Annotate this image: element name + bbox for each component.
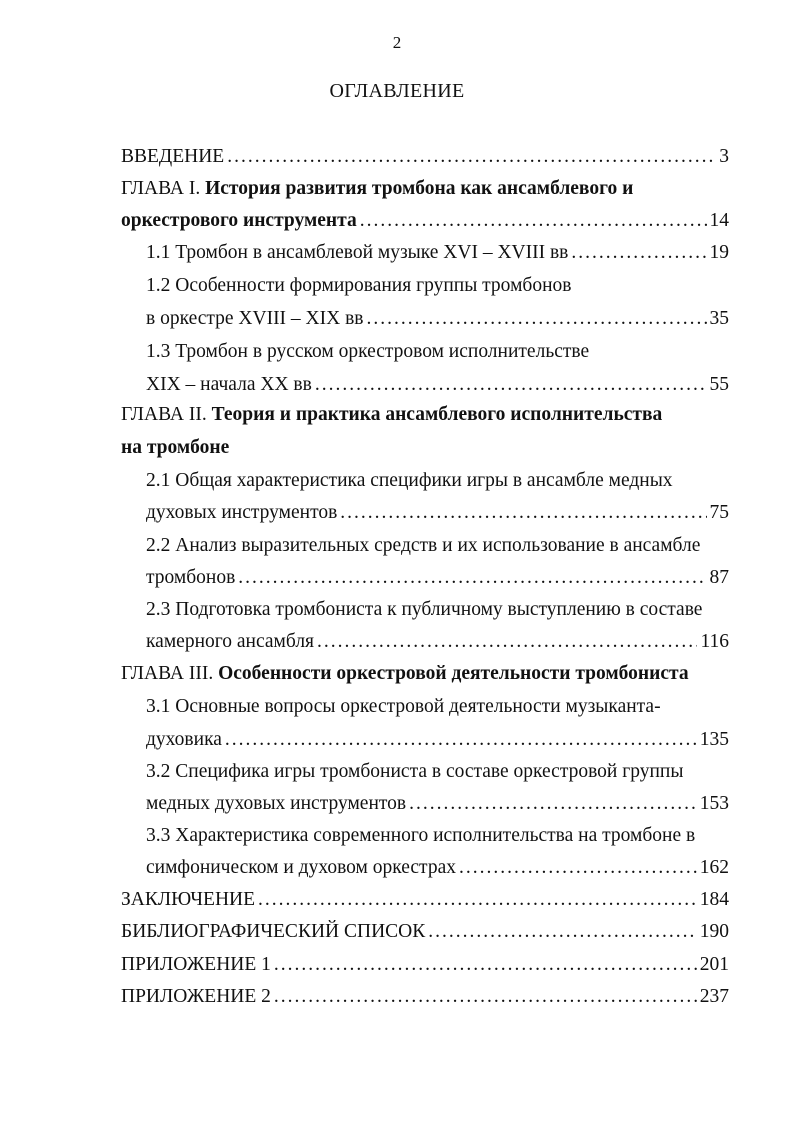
- toc-section-2-1-cont[interactable]: [146, 498, 729, 528]
- toc-entry-appendix-2[interactable]: [121, 982, 729, 1012]
- toc-section-3-1[interactable]: [146, 692, 729, 722]
- entry-page: 190: [699, 921, 729, 942]
- section-title: 3.2 Специфика игры тромбониста в составе оркестровой группы: [146, 761, 684, 782]
- entry-page: 35: [709, 308, 729, 329]
- chapter-title: История развития тромбона как ансамблевого и: [205, 178, 634, 199]
- toc-section-3-3[interactable]: [146, 821, 729, 851]
- dot-leader: [274, 950, 697, 980]
- toc-section-3-2-cont[interactable]: [146, 789, 729, 819]
- toc-section-3-2[interactable]: [146, 757, 729, 787]
- dot-leader: [225, 725, 697, 755]
- toc-heading: ОГЛАВЛЕНИЕ: [329, 80, 465, 102]
- entry-page: 162: [699, 857, 729, 878]
- dot-leader: [317, 627, 697, 657]
- toc-entry-intro[interactable]: [121, 142, 729, 172]
- section-title-cont: камерного ансамбля: [146, 631, 315, 652]
- toc-section-2-2[interactable]: [146, 531, 729, 561]
- chapter-prefix: ГЛАВА II.: [121, 404, 212, 425]
- section-title: 3.3 Характеристика современного исполнительства на тромбоне в: [146, 825, 696, 846]
- dot-leader: [459, 853, 697, 883]
- dot-leader: [258, 885, 697, 915]
- entry-page: 153: [699, 793, 729, 814]
- entry-title: БИБЛИОГРАФИЧЕСКИЙ СПИСОК: [121, 921, 426, 942]
- entry-title: ЗАКЛЮЧЕНИЕ: [121, 889, 256, 910]
- chapter-title-cont: оркестрового инструмента: [121, 210, 357, 231]
- toc-entry-bibliography[interactable]: [121, 917, 729, 947]
- dot-leader: [428, 917, 697, 947]
- toc-section-3-1-cont[interactable]: [146, 725, 729, 755]
- entry-page: 19: [709, 242, 729, 263]
- chapter-prefix: ГЛАВА I.: [121, 178, 206, 199]
- section-title-cont: духовика: [146, 729, 222, 750]
- dot-leader: [227, 142, 716, 172]
- section-title: 1.2 Особенности формирования группы тромбонов: [146, 275, 572, 296]
- chapter-title: Особенности оркестровой деятельности тромбониста: [218, 663, 689, 684]
- entry-page: 3: [719, 146, 729, 167]
- section-title: 1.1 Тромбон в ансамблевой музыке XVI – XVIII вв: [146, 242, 569, 263]
- entry-page: 14: [709, 210, 729, 231]
- section-title-cont: симфоническом и духовом оркестрах: [146, 857, 456, 878]
- entry-page: 184: [699, 889, 729, 910]
- section-title-cont: духовых инструментов: [146, 502, 338, 523]
- toc-section-1-2-cont[interactable]: [146, 304, 729, 334]
- entry-title: ВВЕДЕНИЕ: [121, 146, 225, 167]
- dot-leader: [360, 206, 707, 236]
- chapter-title-cont: на тромбоне: [121, 437, 230, 458]
- entry-title: ПРИЛОЖЕНИЕ 2: [121, 986, 271, 1007]
- toc-section-2-3[interactable]: [146, 595, 729, 625]
- entry-page: 87: [709, 567, 729, 588]
- toc-section-1-1[interactable]: [146, 238, 729, 268]
- toc-section-1-2[interactable]: [146, 271, 729, 301]
- toc-section-2-3-cont[interactable]: [146, 627, 729, 657]
- dot-leader: [340, 498, 706, 528]
- section-title: 2.1 Общая характеристика специфики игры в ансамбле медных: [146, 470, 673, 491]
- section-title-cont: XIX – начала XX вв: [146, 374, 312, 395]
- chapter-title: Теория и практика ансамблевого исполнительства: [211, 404, 663, 425]
- dot-leader: [238, 563, 706, 593]
- dot-leader: [274, 982, 697, 1012]
- entry-page: 116: [700, 631, 729, 652]
- toc-section-2-1[interactable]: [146, 466, 729, 496]
- entry-page: 237: [699, 986, 729, 1007]
- toc-section-2-2-cont[interactable]: [146, 563, 729, 593]
- dot-leader: [315, 370, 707, 400]
- dot-leader: [409, 789, 697, 819]
- entry-page: 201: [699, 954, 729, 975]
- toc-chapter-1-title-cont[interactable]: [121, 206, 729, 236]
- dot-leader: [367, 304, 707, 334]
- toc-section-1-3[interactable]: [146, 337, 729, 367]
- section-title-cont: тромбонов: [146, 567, 236, 588]
- page-number: 2: [392, 33, 402, 52]
- toc-chapter-3-title[interactable]: [121, 659, 729, 689]
- toc-chapter-2-title-cont[interactable]: [121, 433, 729, 463]
- section-title: 2.3 Подготовка тромбониста к публичному выступлению в составе: [146, 599, 703, 620]
- entry-page: 135: [699, 729, 729, 750]
- chapter-prefix: ГЛАВА III.: [121, 663, 219, 684]
- section-title: 1.3 Тромбон в русском оркестровом исполнительстве: [146, 341, 590, 362]
- entry-title: ПРИЛОЖЕНИЕ 1: [121, 954, 271, 975]
- dot-leader: [571, 238, 706, 268]
- toc-section-3-3-cont[interactable]: [146, 853, 729, 883]
- toc-chapter-2-title[interactable]: [121, 400, 729, 430]
- entry-page: 55: [709, 374, 729, 395]
- section-title-cont: в оркестре XVIII – XIX вв: [146, 308, 364, 329]
- toc-entry-conclusion[interactable]: [121, 885, 729, 915]
- section-title: 3.1 Основные вопросы оркестровой деятельности музыканта-: [146, 696, 661, 717]
- toc-entry-appendix-1[interactable]: [121, 950, 729, 980]
- section-title-cont: медных духовых инструментов: [146, 793, 407, 814]
- entry-page: 75: [709, 502, 729, 523]
- toc-section-1-3-cont[interactable]: [146, 370, 729, 400]
- toc-chapter-1-title[interactable]: [121, 174, 729, 204]
- section-title: 2.2 Анализ выразительных средств и их использование в ансамбле: [146, 535, 701, 556]
